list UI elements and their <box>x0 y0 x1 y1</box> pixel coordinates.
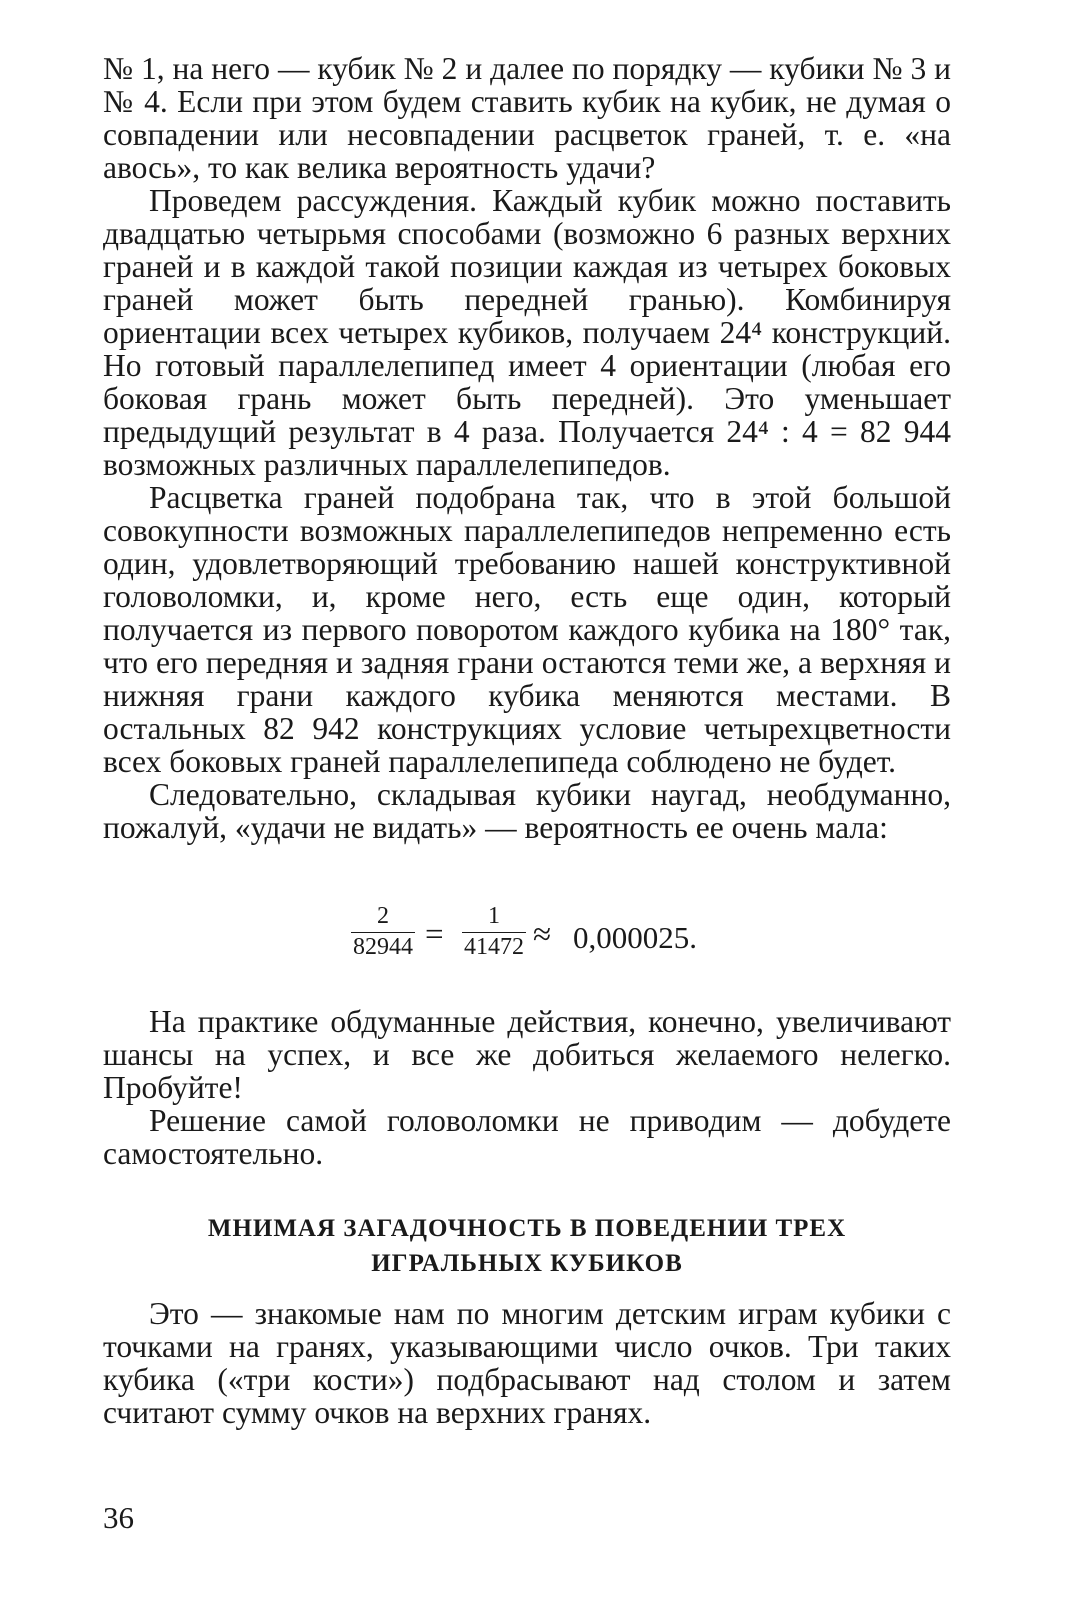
equals-sign: = <box>425 917 444 953</box>
paragraph-continuation: № 1, на него — кубик № 2 и далее по порядку — кубики № 3 и № 4. Если при этом будем ставить кубик на кубик, не думая о совпадении или несовпадении расцветок граней, т. е. «на авось», то как велика вероятность удачи? <box>103 51 951 185</box>
text-block-bottom <box>103 1297 951 1429</box>
fraction-2 <box>462 903 526 961</box>
fraction-2-numerator: 1 <box>488 903 500 929</box>
text-block-middle <box>103 1005 951 1170</box>
section-heading <box>103 1211 951 1281</box>
fraction-1-numerator: 2 <box>377 903 389 929</box>
paragraph-reasoning: Проведем рассуждения. Каждый кубик можно поставить двадцатью четырьмя способами (возможно 6 разных верхних граней и в каждой такой позиции каждая из четырех боковых граней может быть передней гранью). Комбинируя ориентации всех четырех кубиков, получаем 24⁴ конструкций. Но готовый параллелепипед имеет 4 ориентации (любая его боковая грань может быть передней). Это уменьшает предыдущий результат в 4 раза. Получается 24⁴ : 4 = 82 944 возможных различных параллелепипедов. <box>103 183 951 482</box>
formula-result: 0,000025. <box>573 920 697 955</box>
fraction-1-denominator: 82944 <box>353 934 413 960</box>
fraction-2-bar <box>462 932 526 933</box>
paragraph-coloring: Расцветка граней подобрана так, что в этой большой совокупности возможных параллелепипедов непременно есть один, удовлетворяющий требованию нашей конструктивной головоломки, и, кроме него, есть еще один, который получается из первого поворотом каждого кубика на 180° так, что его передняя и задняя грани остаются теми же, а верхняя и нижняя грани каждого кубика меняются местами. В остальных 82 942 конструкциях условие четырехцветности всех боковых граней параллелепипеда соблюдено не будет. <box>103 480 951 779</box>
probability-formula <box>345 903 725 979</box>
paragraph-practice: На практике обдуманные действия, конечно, увеличивают шансы на успех, и все же добиться желаемого нелегко. Пробуйте! <box>103 1004 951 1105</box>
section-heading-line-2: ИГРАЛЬНЫХ КУБИКОВ <box>371 1250 683 1277</box>
approx-sign: ≈ <box>533 917 552 953</box>
paragraph-solution: Решение самой головоломки не приводим — добудете самостоятельно. <box>103 1103 951 1171</box>
page-number: 36 <box>103 1500 134 1535</box>
fraction-1-bar <box>351 932 415 933</box>
paragraph-conclusion: Следовательно, складывая кубики наугад, необдуманно, пожалуй, «удачи не видать» — вероятность ее очень мала: <box>103 777 951 845</box>
text-block-top <box>103 52 951 844</box>
section-heading-line-1: МНИМАЯ ЗАГАДОЧНОСТЬ В ПОВЕДЕНИИ ТРЕХ <box>207 1215 847 1242</box>
paragraph-dice: Это — знакомые нам по многим детским играм кубики с точками на гранях, указывающими число очков. Три таких кубика («три кости») подбрасывают над столом и затем считают сумму очков на верхних гранях. <box>103 1296 951 1430</box>
fraction-1 <box>351 903 415 961</box>
fraction-2-denominator: 41472 <box>464 934 524 960</box>
